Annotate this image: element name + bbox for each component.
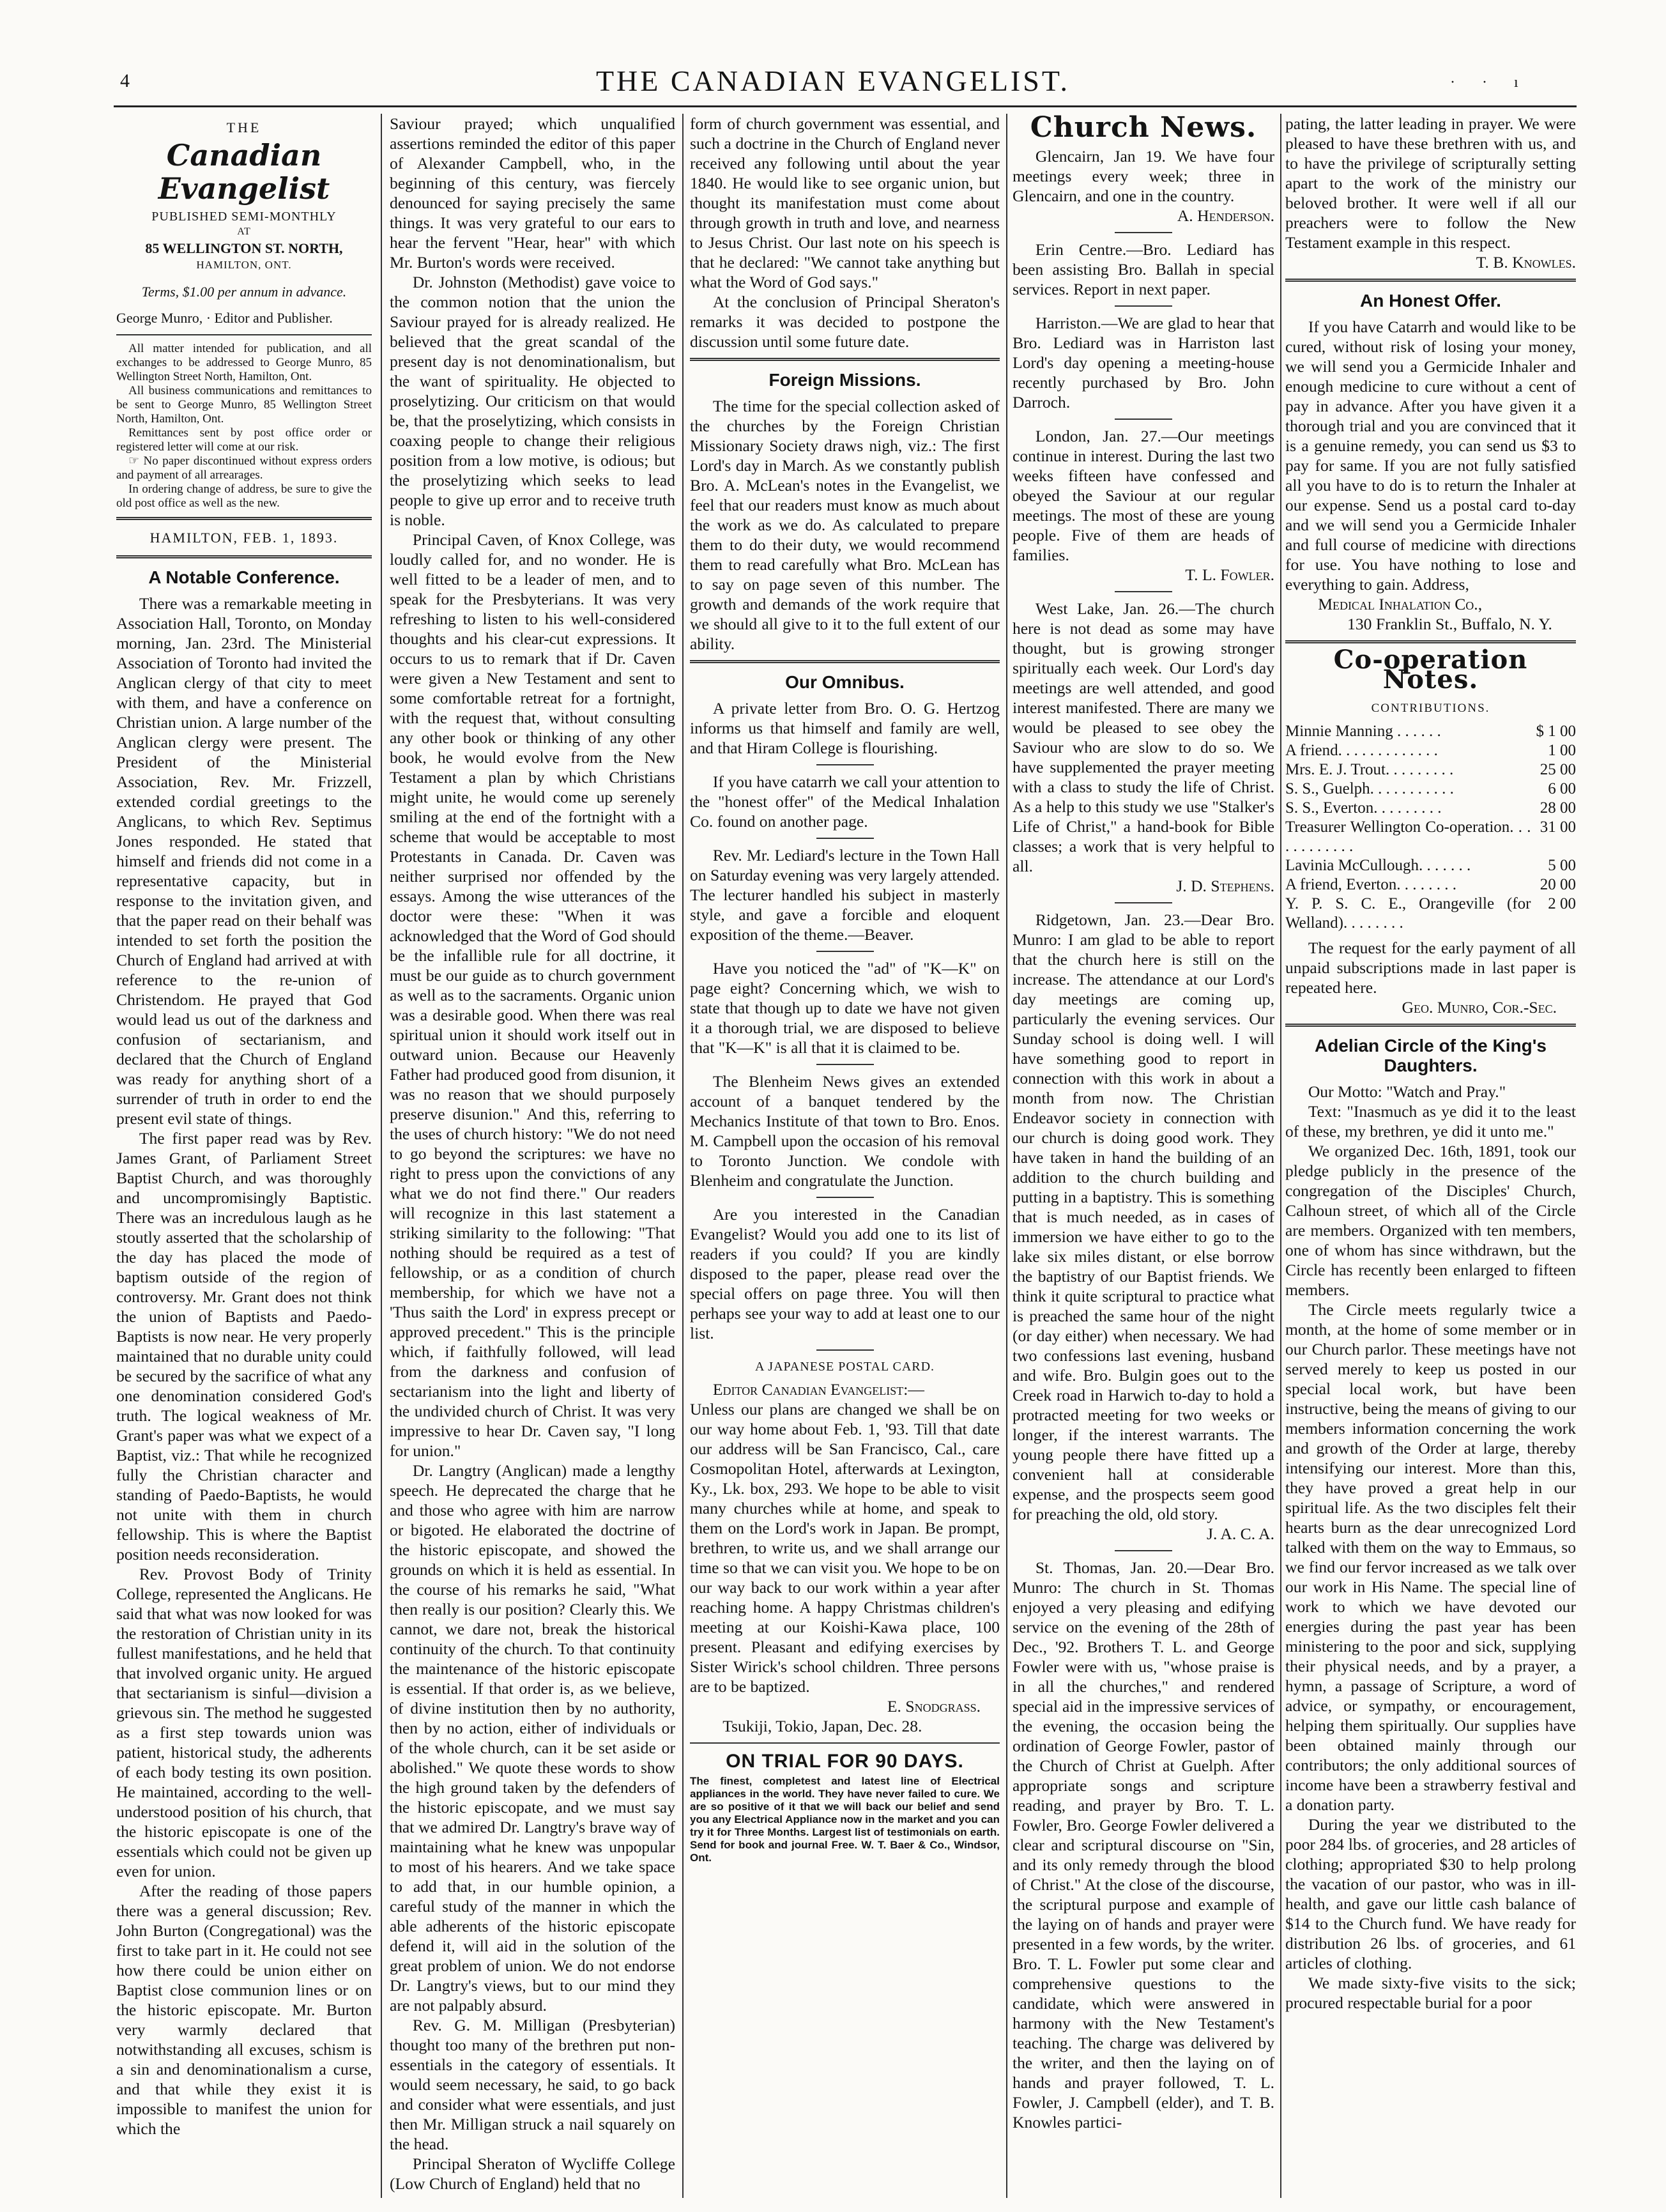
contributor-name: Y. P. S. C. E., Orangeville (for Welland). . . . . . . . <box>1285 895 1531 932</box>
circle-text: Text: "Inasmuch as ye did it to the least of these, my brethren, ye did it unto me." <box>1285 1102 1576 1141</box>
note: All business communications and remittances to be sent to George Munro, 85 Wellington Street North, Hamilton, Ont. <box>116 384 372 426</box>
advert-text: The finest, completest and latest line of Electrical appliances in the world. They have never failed to cure. We are so positive of it that we will back our belief and send you any Electrical Appliance now in the market and you can try it for Three Months. Largest list of testimonials on earth. Send for book and journal Free. W. T. Baer & Co., Windsor, Ont. <box>690 1775 1000 1864</box>
news-item: Have you noticed the "ad" of "K—K" on page eight? Concerning which, we wish to state that though up to date we have not given it a thorough trial, we are disposed to believe that "K—K" is all that it is claimed to be. <box>690 959 1000 1057</box>
article-paragraph: Dr. Langtry (Anglican) made a lengthy speech. He deprecated the charge that he and those who agree with him are narrow or bigoted. He elaborated the doctrine of the historic episcopate, and showed the grounds on which it is held as essential. In the course of his remarks he said, "What then really is our position? Clearly this. We cannot, we dare not, break the historical continuity of the church. To that continuity the maintenance of the historic episcopate is essential. If that order is, as we believe, of divine institution then by no authority, then by no action, either of individuals or of the whole church, can it be set aside or abolished." We quote these words to show the high ground taken by the defenders of the historic episcopate, and we must say that we admired Dr. Langtry's brave way of maintaining what he knew was unpopular to most of his hearers. And we take space to add that, in our humble opinion, a careful study of the manner in which the able adherents of the historic episcopate defend it, will aid in the solution of the great problem of union. We do not endorse Dr. Langtry's views, but to our mind they are not palpably absurd. <box>390 1461 675 2015</box>
short-rule <box>1115 305 1172 307</box>
contributor-name: Minnie Manning . . . . . . <box>1285 723 1441 740</box>
contributor-name: S. S., Everton. . . . . . . . . <box>1285 799 1442 817</box>
divider <box>116 334 372 335</box>
article-paragraph: Principal Sheraton of Wycliffe College (Low Church of England) held that no <box>390 2154 675 2193</box>
short-rule <box>816 764 874 765</box>
offer-company: Medical Inhalation Co., <box>1318 595 1483 613</box>
dateline: HAMILTON, FEB. 1, 1893. <box>149 530 339 546</box>
contribution-amount: 25 00 <box>1540 761 1576 778</box>
contributor-name: Mrs. E. J. Trout. . . . . . . . . <box>1285 761 1454 778</box>
column-divider <box>1280 114 1281 2198</box>
table-row <box>1285 741 1576 760</box>
publication-frequency: PUBLISHED SEMI-MONTHLY <box>151 210 337 224</box>
short-rule <box>1115 419 1172 420</box>
church-news-item: Ridgetown, Jan. 23.—Dear Bro. Munro: I am glad to be able to report that the church here is still on the increase. The attendance at our Lord's day meetings are coming up, particularly the evening services. Our Sunday school is doing well. I will have something good to report in connection with this work in about a month from now. The Christian Endeavor society in connection with our church is doing good work. They have taken in hand the building of an addition to the church building and putting in a baptistry. This is something that is much needed, as in cases of immersion we have either to go to the lake six miles distant, or else borrow the baptistry of our Baptist friends. We think it quite scriptural to practice what is preached the same hour of the night (or day either) when necessary. We had two confessions last evening, husband and wife. Bro. Bulgin goes out to the Creek road in Harwich to-day to hold a protracted meeting for two weeks or longer, if the interest warrants. The young people there have fitted up a convenient hall at considerable expense, and the prospects seem good for preaching the old, old story. <box>1013 910 1274 1523</box>
short-rule <box>816 1197 874 1198</box>
news-item: A private letter from Bro. O. G. Hertzog informs us that himself and family are well, and that Hiram College is flourishing. <box>690 699 1000 757</box>
offer-text: If you have Catarrh and would like to be cured, without risk of losing your money, we will send you a Germicide Inhaler and enough medicine to cure without a cent of pay in advance. After you have given it a thorough trial and you are convinced that it is a genuine remedy, you can send us $3 to pay for same. If you are not fully satisfied all you have to do is to return the Inhaler at our expense. Send us a postal card to-day and we will send you a Germicide Inhaler and full course of medicine with directions for use. You have nothing to lose and everything to gain. Address, <box>1285 318 1576 594</box>
column-5 <box>1285 114 1576 2198</box>
contributions-signature: Geo. Munro, Cor.-Sec. <box>1402 998 1557 1017</box>
section-heading-adelian-circle: Adelian Circle of the King's Daughters. <box>1315 1036 1547 1075</box>
short-rule <box>816 951 874 952</box>
table-row <box>1285 895 1576 933</box>
postal-card-text: Unless our plans are changed we shall be on our way home about Feb. 1, '93. Till that date our address will be San Francisco, Cal., care Cosmopolitan Hotel, afterwards at Lexington, Ky., Lk. box, 293. We hope to be able to visit many churches while at home, and speak to them on the Lord's work in Japan. Be prompt, brethren, to write us, and we shall arrange our time so that we can visit you. We hope to be on our way back to our work within a year after reaching home. A happy Christmas children's meeting at our Koishi-Kawa place, 100 present. Pleasant and edifying exercises by Sister Wirick's school children. Three persons are to be baptized. <box>690 1400 1000 1696</box>
note: ☞ No paper discontinued without express orders and payment of all arrearages. <box>116 454 372 482</box>
terms: Terms, $1.00 per annum in advance. <box>141 284 347 300</box>
table-row <box>1285 875 1576 895</box>
advert-heading: ON TRIAL FOR 90 DAYS. <box>726 1751 964 1772</box>
church-news-item: Erin Centre.—Bro. Lediard has been assisting Bro. Ballah in special services. Report in next paper. <box>1013 240 1274 298</box>
section-heading-our-omnibus: Our Omnibus. <box>785 672 905 692</box>
section-heading-honest-offer: An Honest Offer. <box>1360 291 1501 311</box>
article-paragraph: Dr. Johnston (Methodist) gave voice to the common notion that the union the Saviour prayed for is already realized. He believed that the great scandal of the present day is not denominationalism, but the want of spirituality. He objected to proselytizing. Our criticism on that would be, that the proselytizing, which consists in coaxing people to change their religious position from a low motive, is odious; but the proselytizing which seeks to lead people to give up error and to receive truth is noble. <box>390 273 675 529</box>
column-4 <box>1013 114 1274 2198</box>
circle-motto: Our Motto: "Watch and Pray." <box>1308 1082 1506 1101</box>
divider <box>116 517 372 520</box>
church-news-signature: J. A. C. A. <box>1207 1525 1274 1543</box>
contribution-amount: $ 1 00 <box>1536 723 1576 740</box>
church-news-item: St. Thomas, Jan. 20.—Dear Bro. Munro: The church in St. Thomas enjoyed a very pleasing and edifying service on the evening of the 28th of Dec., '92. Brothers T. L. and George Fowler were with us, "whose praise is in all the churches," and rendered special aid in the impressive services of the evening, the occasion being the ordination of George Fowler, pastor of the Church of Christ at Guelph. After appropriate songs and scripture reading, and prayer by Bro. T. L. Fowler, Bro. George Fowler delivered a clear and scriptural discourse on "Sin, and its only remedy through the blood of Christ." At the close of the discourse, the scriptural purpose and example of the laying on of hands and prayer were presented in a few words, by the writer. Bro. T. L. Fowler put some clear and comprehensive questions to the candidate, which were answered in harmony with the New Testament's teaching. The charge was delivered by the writer, and then the laying on of hands and prayer followed, T. L. Fowler, J. Campbell (elder), and T. B. Knowles partici- <box>1013 1558 1274 2131</box>
column-divider <box>381 114 382 2198</box>
section-heading-foreign-missions: Foreign Missions. <box>768 370 921 390</box>
news-item: Rev. Mr. Lediard's lecture in the Town Hall on Saturday evening was very largely attended. The lecturer handled his subject in masterly style, and gave a forcible and eloquent exposition of the theme.—Beaver. <box>690 846 1000 944</box>
divider <box>1285 640 1576 643</box>
divider <box>116 555 372 558</box>
short-rule <box>1115 591 1172 592</box>
divider <box>690 1742 1000 1744</box>
church-news-item: Glencairn, Jan 19. We have four meetings every week; three in Glencairn, and one in the country. <box>1013 147 1274 205</box>
table-row <box>1285 760 1576 780</box>
divider <box>1285 279 1576 282</box>
table-row <box>1285 722 1576 741</box>
contribution-amount: 5 00 <box>1548 857 1576 874</box>
church-news-signature: J. D. Stephens. <box>1176 877 1274 895</box>
section-heading-church-news: Church News. <box>1030 114 1257 144</box>
publication-address: 85 WELLINGTON ST. NORTH, <box>145 240 343 256</box>
church-news-item: London, Jan. 27.—Our meetings continue in interest. During the last two weeks fifteen have confessed and obeyed the Saviour at our regular meetings. The most of these are young people. Five of them are heads of families. <box>1013 427 1274 564</box>
masthead: THE CANADIAN EVANGELIST. <box>595 65 1071 97</box>
short-rule <box>816 838 874 839</box>
article-paragraph: We made sixty-five visits to the sick; procured respectable burial for a poor <box>1285 1974 1576 2012</box>
church-news-signature: T. B. Knowles. <box>1476 253 1576 272</box>
article-paragraph: Rev. Provost Body of Trinity College, represented the Anglicans. He said that what was now looked for was the restoration of Christian unity in its fullest manifestations, and he held that that involved organic unity. He argued that sectarianism is sinful—division a grievous sin. The method he suggested as a first step towards union was patient, historical study, the adherents of each body testing its own position. He maintained, according to the well-understood position of his church, that the historic episcopate is one of the essentials which could not be given up even for union. <box>116 1565 372 1880</box>
church-news-signature: T. L. Fowler. <box>1185 565 1274 584</box>
contributor-name: A friend. . . . . . . . . . . . . <box>1285 742 1438 759</box>
contribution-amount: 6 00 <box>1548 780 1576 797</box>
church-news-item: West Lake, Jan. 26.—The church here is not dead as some may have thought, but is growing stronger spiritually each week. Our Lord's day meetings are well attended, and good interest manifested. There are many we would be pleased to see obey the Saviour who are slow to do so. We have supplemented the prayer meeting with a class to study the life of Christ. As a help to this study we use "Stalker's Life of Christ," a hand-book for Bible classes; a work that is very helpful to all. <box>1013 599 1274 875</box>
note: Remittances sent by post office order or registered letter will come at our risk. <box>116 426 372 454</box>
nameplate-title: Canadian Evangelist <box>158 138 330 206</box>
note: All matter intended for publication, and all exchanges to be addressed to George Munro, 85 Wellington Street North, Hamilton, Ont. <box>116 342 372 383</box>
contribution-amount: 20 00 <box>1540 876 1576 893</box>
corner-marks: · · ı <box>1450 74 1530 91</box>
nameplate-the: THE <box>226 119 262 135</box>
contributor-name: Lavinia McCullough. . . . . . . <box>1285 857 1471 874</box>
article-paragraph: There was a remarkable meeting in Association Hall, Toronto, on Monday morning, Jan. 23rd. The Ministerial Association of Toronto had invited the Anglican clergy of that city to meet with them, and have a conference on Christian union. A large number of the Anglican clergy were present. The President of the Ministerial Association, Rev. Mr. Frizzell, extended cordial greetings to the Anglicans, to which Rev. Septimus Jones responded. He stated that himself and friends did not come in a representative capacity, but in response to the invitation given, and that the paper read on their behalf was intended to set forth the position the Church of England had arrived at with reference to the re-union of Christendom. He prayed that God would lead us out of the darkness and confusion of sectarianism, and declared that the Church of England was ready for anything short of a surrender of truth in order to end the present evil state of things. <box>116 594 372 1128</box>
postal-card-heading: A JAPANESE POSTAL CARD. <box>754 1360 935 1374</box>
article-heading: A Notable Conference. <box>148 567 340 587</box>
short-rule <box>1115 1550 1172 1551</box>
publication-city: HAMILTON, ONT. <box>196 259 292 271</box>
editor-line: George Munro, · Editor and Publisher. <box>116 310 333 326</box>
page-number: 4 <box>120 70 130 91</box>
article-paragraph: The Circle meets regularly twice a month, at the home of some member or in our Church parlor. These meetings have not served merely to keep us posted in our special local work, but have been instructive, being the means of giving to our members information concerning the work and growth of the Order at large, thereby intensifying our interest. More than this, they have proved a great help in our spiritual life. As the two disciples felt their hearts burn as the dear unrecognized Lord talked with them on the way to Emmaus, so we find our fervor increased as we talk over our work in His Name. The special line of work to which we have devoted our energies during the past year has been ministering to the poor and sick, supplying their physical needs, and by a prayer, a hymn, a passage of Scripture, a word of advice, or sympathy, or encouragement, helping them spiritually. Our supplies have been obtained mainly through our contributors; the only additional sources of income have been a strawberry festival and a donation party. <box>1285 1300 1576 1814</box>
column-divider <box>682 114 684 2198</box>
table-row <box>1285 818 1576 856</box>
article-paragraph: Saviour prayed; which unqualified assertions reminded the editor of this paper of Alexander Campbell, who, in the beginning of this century, was fiercely denounced for saying precisely the same things. It was very grateful to our ears to hear the fervent "Hear, hear" with which Mr. Burton's words were received. <box>390 114 675 272</box>
section-heading-cooperation-notes: Co-operation Notes. <box>1333 645 1528 695</box>
news-item: The Blenheim News gives an extended account of a banquet tendered by the Mechanics Institute of that town to Bro. Enos. M. Campbell upon the occasion of his removal to Toronto Junction. We condole with Blenheim and congratulate the Junction. <box>690 1072 1000 1190</box>
postal-card-place: Tsukiji, Tokio, Japan, Dec. 28. <box>722 1717 922 1735</box>
article-paragraph: The first paper read was by Rev. James Grant, of Parliament Street Baptist Church, and was thoroughly and uncompromisingly Baptistic. There was an incredulous laugh as he stoutly asserted that the scholarship of the day has placed the mode of baptism outside of the region of controversy. Mr. Grant does not think the union of Baptists and Paedo-Baptists is now near. He very properly maintained that no durable unity could be secured by the sacrifice of what any one denomination considered God's truth. The logical weakness of Mr. Grant's paper was what we expect of a Baptist, viz.: That while he recognized fully the Christian character and standing of Paedo-Baptists, he would not unite with them in church fellowship. This is where the Baptist position needs reconsideration. <box>116 1129 372 1563</box>
contribution-amount: 28 00 <box>1540 799 1576 817</box>
column-3 <box>690 114 1000 2198</box>
table-row <box>1285 799 1576 818</box>
contributor-name: S. S., Guelph. . . . . . . . . . . <box>1285 780 1454 797</box>
contribution-amount: 31 00 <box>1540 818 1576 836</box>
short-rule <box>816 1349 874 1351</box>
article-paragraph: Rev. G. M. Milligan (Presbyterian) thought too many of the brethren put non-essentials in the category of essentials. It would seem necessary, he said, to go back and consider what were essentials, and just then Mr. Milligan struck a nail squarely on the head. <box>390 2016 675 2153</box>
table-row <box>1285 856 1576 875</box>
news-item: Are you interested in the Canadian Evangelist? Would you add one to its list of readers if you could? If you are kindly disposed to the paper, please read over the special offers on page three. You will then perhaps see your way to add at least one to our list. <box>690 1205 1000 1342</box>
column-1 <box>116 114 372 2198</box>
column-2 <box>390 114 675 2198</box>
divider <box>690 660 1000 663</box>
postal-card-salutation: Editor Canadian Evangelist:— <box>712 1380 924 1399</box>
article-paragraph: form of church government was essential, and such a doctrine in the Church of England never received any following until about the year 1840. He would like to see organic union, but thought its manifestation must come about through growth in truth and love, and nearness to Jesus Christ. Our last note on his speech is that he declared: "We cannot take anything but what the Word of God says." <box>690 114 1000 291</box>
note: In ordering change of address, be sure to give the old post office as well as the new. <box>116 482 372 510</box>
short-rule <box>1115 232 1172 233</box>
table-row <box>1285 780 1576 799</box>
article-paragraph: At the conclusion of Principal Sheraton's remarks it was decided to postpone the discussion until some future date. <box>690 293 1000 351</box>
contributions-note: The request for the early payment of all unpaid subscriptions made in last paper is repeated here. <box>1285 939 1576 997</box>
news-item: If you have catarrh we call your attention to the "honest offer" of the Medical Inhalation Co. found on another page. <box>690 772 1000 831</box>
contributor-name: A friend, Everton. . . . . . . . <box>1285 876 1457 893</box>
article-paragraph: After the reading of those papers there was a general discussion; Rev. John Burton (Congregational) was the first to take part in it. He could not see how there could be union either on Baptist close communion lines or on the historic episcopate. Mr. Burton very warmly declared that notwithstanding all excuses, schism is a sin and denominationalism a curse, and that while they exist it is impossible to manifest the union for which the <box>116 1882 372 2138</box>
contribution-amount: 2 00 <box>1548 895 1576 912</box>
article-paragraph: Principal Caven, of Knox College, was loudly called for, and no wonder. He is well fitted to be a leader of men, and to speak for the Presbyterians. It was very refreshing to listen to his well-considered thoughts and his clear-cut expressions. It occurs to us to remark that if Dr. Caven were given a New Testament and sent to some comfortable retreat for a fortnight, with the request that, without consulting any other book or thinking of any other book, he would evolve from the New Testament a plan by which Christians might unite, he would come up serenely smiling at the end of the fortnight with a scheme that would be acceptable to most Protestants in Canada. Dr. Caven was neither surprised nor offended by the essays. Among the wise utterances of the doctor were these: "When it was acknowledged that the Word of God should be the infallible rule for all doctrine, it must be our guide as to church government as well as to the sacraments. Organic union was a desirable good. When there was real spiritual union it should work itself out in outward union. Because our Heavenly Father had produced good from disunion, it was no reason that we should purposely preserve disunion." And this, referring to the uses of church history: "We do not need to go beyond the scriptures: we have no right to press upon the convictions of any what we do not find there." Our readers will recognize in this last statement a striking similarity to the following: "That nothing should be required as a test of fellowship, or as a condition of church membership, for which we have not a 'Thus saith the Lord' in express precept or approved precedent." This is the principle which, if faithfully followed, will lead from the darkness and confusion of sectarianism into the light and liberty of the undivided church of Christ. It was very impressive to hear Dr. Caven say, "I long for union." <box>390 530 675 1460</box>
contributions-table <box>1285 722 1576 933</box>
article-paragraph: During the year we distributed to the poor 284 lbs. of groceries, and 28 articles of clothing; appropriated $30 to help prolong the vacation of our pastor, who was in ill-health, and gave our little cash balance of $14 to the Church fund. We have ready for distribution 26 lbs. of groceries, and 61 articles of clothing. <box>1285 1815 1576 1972</box>
short-rule <box>816 1064 874 1065</box>
masthead-rule <box>114 105 1577 107</box>
publication-at: AT <box>237 226 251 237</box>
contributions-title: CONTRIBUTIONS. <box>1371 702 1490 715</box>
article-paragraph: The time for the special collection asked of the churches by the Foreign Christian Missionary Society draws nigh, viz.: The first Lord's day in March. As we constantly publish Bro. A. McLean's notes in the Evangelist, we feel that our readers must know as much about the work as we do. As calculated to prepare them to do their duty, we would recommend them to read carefully what Bro. McLean has to say on page seven of this number. The growth and demands of the work require that we should all give to it to the full extent of our ability. <box>690 397 1000 653</box>
contribution-amount: 1 00 <box>1548 742 1576 759</box>
divider <box>1285 1024 1576 1027</box>
church-news-continuation: pating, the latter leading in prayer. We were pleased to have these brethren with us, and to have the privilege of scripturally setting apart to the work of the ministry our beloved brother. It were well if all our preachers were to follow the New Testament example in this respect. <box>1285 114 1576 252</box>
church-news-item: Harriston.—We are glad to hear that Bro. Lediard was in Harriston last Lord's day opening a meeting-house recently purchased by Bro. John Darroch. <box>1013 314 1274 411</box>
column-divider <box>1006 114 1007 2198</box>
divider <box>690 358 1000 361</box>
article-paragraph: We organized Dec. 16th, 1891, took our pledge publicly in the presence of the congregation of the Disciples' Church, Calhoun street, of which all of the Circle are members. Organized with ten members, one of whom has since withdrawn, but the Circle has recently been enlarged to fifteen members. <box>1285 1142 1576 1299</box>
postal-card-signature: E. Snodgrass. <box>887 1697 981 1716</box>
church-news-signature: A. Henderson. <box>1177 206 1274 225</box>
short-rule <box>1115 902 1172 903</box>
offer-address: 130 Franklin St., Buffalo, N. Y. <box>1347 615 1552 633</box>
contributor-name: Treasurer Wellington Co-operation. . . . . . . . . . . . <box>1285 818 1531 855</box>
publisher-notes <box>116 342 372 511</box>
